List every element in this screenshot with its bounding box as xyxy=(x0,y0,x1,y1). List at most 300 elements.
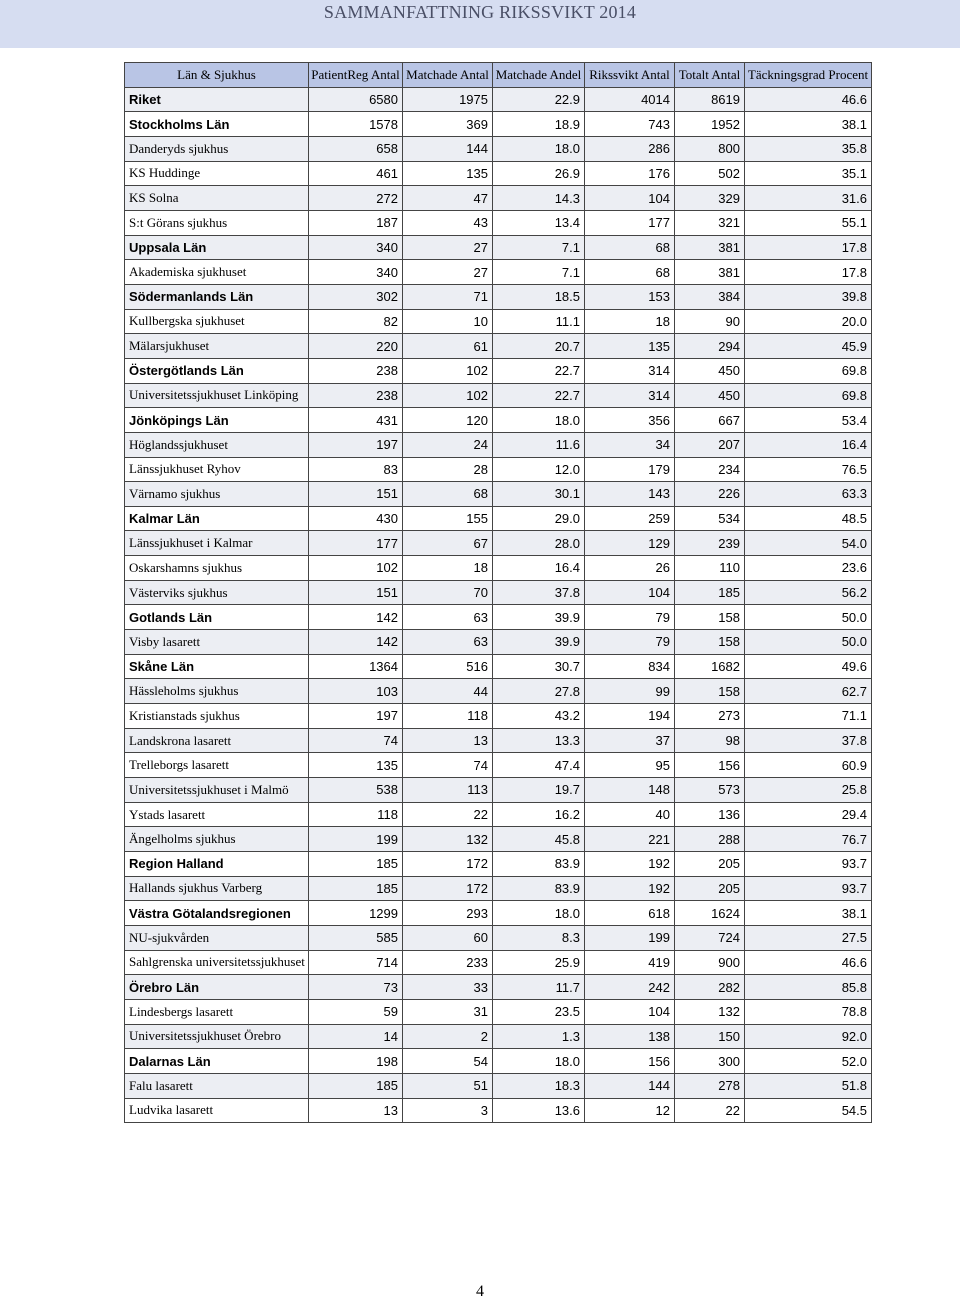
table-row xyxy=(125,778,872,803)
row-label: Universitetssjukhuset i Malmö xyxy=(125,778,309,803)
table-cell: 39.8 xyxy=(745,284,872,309)
row-label: Värnamo sjukhus xyxy=(125,482,309,507)
table-cell: 27.8 xyxy=(493,679,585,704)
table-cell: 31.6 xyxy=(745,186,872,211)
table-cell: 369 xyxy=(403,112,493,137)
table-cell: 74 xyxy=(309,728,403,753)
table-cell: 52.0 xyxy=(745,1049,872,1074)
table-cell: 314 xyxy=(585,358,675,383)
table-cell: 138 xyxy=(585,1024,675,1049)
table-cell: 205 xyxy=(675,852,745,877)
table-cell: 207 xyxy=(675,432,745,457)
table-row xyxy=(125,210,872,235)
table-row xyxy=(125,161,872,186)
table-cell: 45.9 xyxy=(745,334,872,359)
table-cell: 71 xyxy=(403,284,493,309)
row-label: Mälarsjukhuset xyxy=(125,334,309,359)
column-header: PatientReg Antal xyxy=(309,63,403,88)
column-header: Matchade Andel xyxy=(493,63,585,88)
table-cell: 176 xyxy=(585,161,675,186)
table-cell: 35.8 xyxy=(745,136,872,161)
table-row xyxy=(125,432,872,457)
table-cell: 56.2 xyxy=(745,580,872,605)
row-label: KS Huddinge xyxy=(125,161,309,186)
table-cell: 54.5 xyxy=(745,1098,872,1123)
table-row xyxy=(125,704,872,729)
table-cell: 282 xyxy=(675,975,745,1000)
table-cell: 158 xyxy=(675,679,745,704)
table-cell: 22.9 xyxy=(493,87,585,112)
table-cell: 33 xyxy=(403,975,493,1000)
table-cell: 11.6 xyxy=(493,432,585,457)
table-cell: 102 xyxy=(403,358,493,383)
table-cell: 573 xyxy=(675,778,745,803)
table-cell: 538 xyxy=(309,778,403,803)
table-cell: 39.9 xyxy=(493,630,585,655)
table-cell: 60 xyxy=(403,925,493,950)
table-cell: 103 xyxy=(309,679,403,704)
table-cell: 18 xyxy=(403,556,493,581)
table-cell: 27 xyxy=(403,260,493,285)
table-cell: 25.9 xyxy=(493,950,585,975)
table-row xyxy=(125,1098,872,1123)
table-cell: 743 xyxy=(585,112,675,137)
table-cell: 14 xyxy=(309,1024,403,1049)
table-cell: 30.1 xyxy=(493,482,585,507)
table-cell: 1952 xyxy=(675,112,745,137)
row-label: Västerviks sjukhus xyxy=(125,580,309,605)
row-label: Uppsala Län xyxy=(125,235,309,260)
table-cell: 144 xyxy=(403,136,493,161)
table-cell: 1624 xyxy=(675,901,745,926)
table-cell: 321 xyxy=(675,210,745,235)
table-cell: 35.1 xyxy=(745,161,872,186)
table-cell: 62.7 xyxy=(745,679,872,704)
table-cell: 13 xyxy=(403,728,493,753)
table-cell: 83 xyxy=(309,457,403,482)
row-label: Örebro Län xyxy=(125,975,309,1000)
table-cell: 22 xyxy=(403,802,493,827)
column-header: Län & Sjukhus xyxy=(125,63,309,88)
table-cell: 430 xyxy=(309,506,403,531)
column-header: Matchade Antal xyxy=(403,63,493,88)
table-cell: 192 xyxy=(585,876,675,901)
row-label: Hässleholms sjukhus xyxy=(125,679,309,704)
table-cell: 293 xyxy=(403,901,493,926)
table-cell: 90 xyxy=(675,309,745,334)
table-row xyxy=(125,753,872,778)
table-cell: 48.5 xyxy=(745,506,872,531)
table-cell: 63 xyxy=(403,605,493,630)
table-row xyxy=(125,925,872,950)
table-cell: 300 xyxy=(675,1049,745,1074)
table-cell: 534 xyxy=(675,506,745,531)
table-row xyxy=(125,383,872,408)
table-cell: 239 xyxy=(675,531,745,556)
table-cell: 185 xyxy=(309,876,403,901)
table-cell: 38.1 xyxy=(745,112,872,137)
row-label: Danderyds sjukhus xyxy=(125,136,309,161)
table-cell: 50.0 xyxy=(745,630,872,655)
table-cell: 238 xyxy=(309,358,403,383)
table-row xyxy=(125,679,872,704)
table-row xyxy=(125,482,872,507)
table-body xyxy=(125,87,872,1123)
table-cell: 61 xyxy=(403,334,493,359)
table-cell: 25.8 xyxy=(745,778,872,803)
row-label: Region Halland xyxy=(125,852,309,877)
table-cell: 18.9 xyxy=(493,112,585,137)
row-label: NU-sjukvården xyxy=(125,925,309,950)
table-cell: 49.6 xyxy=(745,654,872,679)
table-cell: 85.8 xyxy=(745,975,872,1000)
table-cell: 54 xyxy=(403,1049,493,1074)
table-row xyxy=(125,260,872,285)
table-cell: 23.6 xyxy=(745,556,872,581)
table-cell: 233 xyxy=(403,950,493,975)
row-label: Sahlgrenska universitetssjukhuset xyxy=(125,950,309,975)
table-cell: 18.0 xyxy=(493,408,585,433)
table-cell: 27 xyxy=(403,235,493,260)
table-cell: 47 xyxy=(403,186,493,211)
table-cell: 384 xyxy=(675,284,745,309)
table-cell: 8619 xyxy=(675,87,745,112)
table-row xyxy=(125,309,872,334)
table-cell: 11.7 xyxy=(493,975,585,1000)
table-cell: 50.0 xyxy=(745,605,872,630)
table-cell: 273 xyxy=(675,704,745,729)
table-row xyxy=(125,580,872,605)
table-cell: 13.4 xyxy=(493,210,585,235)
row-label: Riket xyxy=(125,87,309,112)
table-cell: 205 xyxy=(675,876,745,901)
table-cell: 120 xyxy=(403,408,493,433)
table-cell: 1299 xyxy=(309,901,403,926)
table-cell: 221 xyxy=(585,827,675,852)
table-cell: 37.8 xyxy=(493,580,585,605)
table-cell: 37.8 xyxy=(745,728,872,753)
table-cell: 37 xyxy=(585,728,675,753)
column-header: Rikssvikt Antal xyxy=(585,63,675,88)
table-cell: 60.9 xyxy=(745,753,872,778)
table-cell: 272 xyxy=(309,186,403,211)
table-cell: 156 xyxy=(675,753,745,778)
row-label: Ängelholms sjukhus xyxy=(125,827,309,852)
table-row xyxy=(125,358,872,383)
table-cell: 288 xyxy=(675,827,745,852)
table-cell: 98 xyxy=(675,728,745,753)
table-cell: 92.0 xyxy=(745,1024,872,1049)
table-cell: 450 xyxy=(675,383,745,408)
table-cell: 1364 xyxy=(309,654,403,679)
table-cell: 179 xyxy=(585,457,675,482)
row-label: Akademiska sjukhuset xyxy=(125,260,309,285)
row-label: Trelleborgs lasarett xyxy=(125,753,309,778)
table-cell: 55.1 xyxy=(745,210,872,235)
table-cell: 314 xyxy=(585,383,675,408)
table-cell: 185 xyxy=(309,1073,403,1098)
table-cell: 63.3 xyxy=(745,482,872,507)
table-cell: 172 xyxy=(403,852,493,877)
table-cell: 502 xyxy=(675,161,745,186)
table-cell: 132 xyxy=(675,999,745,1024)
table-cell: 19.7 xyxy=(493,778,585,803)
table-cell: 39.9 xyxy=(493,605,585,630)
table-row xyxy=(125,556,872,581)
table-row xyxy=(125,975,872,1000)
table-cell: 118 xyxy=(403,704,493,729)
row-label: Dalarnas Län xyxy=(125,1049,309,1074)
table-cell: 1682 xyxy=(675,654,745,679)
table-cell: 148 xyxy=(585,778,675,803)
table-cell: 40 xyxy=(585,802,675,827)
table-row xyxy=(125,531,872,556)
table-cell: 13.6 xyxy=(493,1098,585,1123)
table-cell: 381 xyxy=(675,235,745,260)
column-header: Totalt Antal xyxy=(675,63,745,88)
table-cell: 68 xyxy=(585,260,675,285)
table-cell: 45.8 xyxy=(493,827,585,852)
table-cell: 79 xyxy=(585,605,675,630)
table-cell: 185 xyxy=(675,580,745,605)
table-row xyxy=(125,827,872,852)
table-cell: 153 xyxy=(585,284,675,309)
row-label: Västra Götalandsregionen xyxy=(125,901,309,926)
row-label: Ystads lasarett xyxy=(125,802,309,827)
table-cell: 104 xyxy=(585,999,675,1024)
table-cell: 129 xyxy=(585,531,675,556)
table-cell: 172 xyxy=(403,876,493,901)
table-row xyxy=(125,457,872,482)
table-cell: 43.2 xyxy=(493,704,585,729)
table-cell: 1.3 xyxy=(493,1024,585,1049)
table-cell: 144 xyxy=(585,1073,675,1098)
row-label: Kalmar Län xyxy=(125,506,309,531)
table-cell: 142 xyxy=(309,605,403,630)
table-cell: 31 xyxy=(403,999,493,1024)
table-cell: 18.3 xyxy=(493,1073,585,1098)
table-cell: 18.5 xyxy=(493,284,585,309)
table-cell: 585 xyxy=(309,925,403,950)
table-row xyxy=(125,408,872,433)
table-row xyxy=(125,728,872,753)
table-cell: 18.0 xyxy=(493,1049,585,1074)
row-label: KS Solna xyxy=(125,186,309,211)
row-label: Stockholms Län xyxy=(125,112,309,137)
table-row xyxy=(125,1073,872,1098)
row-label: Skåne Län xyxy=(125,654,309,679)
row-label: Kullbergska sjukhuset xyxy=(125,309,309,334)
table-cell: 156 xyxy=(585,1049,675,1074)
table-cell: 516 xyxy=(403,654,493,679)
table-cell: 199 xyxy=(309,827,403,852)
table-cell: 20.7 xyxy=(493,334,585,359)
table-cell: 104 xyxy=(585,580,675,605)
row-label: Östergötlands Län xyxy=(125,358,309,383)
row-label: Landskrona lasarett xyxy=(125,728,309,753)
table-cell: 18 xyxy=(585,309,675,334)
page-number: 4 xyxy=(476,1283,484,1300)
row-label: Hallands sjukhus Varberg xyxy=(125,876,309,901)
table-cell: 104 xyxy=(585,186,675,211)
row-label: Ludvika lasarett xyxy=(125,1098,309,1123)
table-cell: 177 xyxy=(309,531,403,556)
table-cell: 10 xyxy=(403,309,493,334)
table-cell: 135 xyxy=(403,161,493,186)
table-cell: 226 xyxy=(675,482,745,507)
table-cell: 79 xyxy=(585,630,675,655)
row-label: Universitetssjukhuset Linköping xyxy=(125,383,309,408)
table-row xyxy=(125,876,872,901)
table-cell: 29.0 xyxy=(493,506,585,531)
table-row xyxy=(125,852,872,877)
table-row xyxy=(125,284,872,309)
table-cell: 199 xyxy=(585,925,675,950)
table-cell: 259 xyxy=(585,506,675,531)
table-row xyxy=(125,87,872,112)
table-cell: 461 xyxy=(309,161,403,186)
table-cell: 113 xyxy=(403,778,493,803)
table-cell: 302 xyxy=(309,284,403,309)
table-row xyxy=(125,136,872,161)
table-cell: 192 xyxy=(585,852,675,877)
table-cell: 724 xyxy=(675,925,745,950)
row-label: Visby lasarett xyxy=(125,630,309,655)
table-cell: 618 xyxy=(585,901,675,926)
table-cell: 44 xyxy=(403,679,493,704)
table-row xyxy=(125,1049,872,1074)
table-cell: 18.0 xyxy=(493,136,585,161)
table-cell: 16.4 xyxy=(745,432,872,457)
table-cell: 102 xyxy=(403,383,493,408)
table-cell: 99 xyxy=(585,679,675,704)
table-cell: 329 xyxy=(675,186,745,211)
table-cell: 234 xyxy=(675,457,745,482)
table-cell: 27.5 xyxy=(745,925,872,950)
table-row xyxy=(125,506,872,531)
table-cell: 4014 xyxy=(585,87,675,112)
table-row xyxy=(125,605,872,630)
table-cell: 143 xyxy=(585,482,675,507)
table-cell: 76.5 xyxy=(745,457,872,482)
table-cell: 26.9 xyxy=(493,161,585,186)
table-cell: 340 xyxy=(309,235,403,260)
table-cell: 800 xyxy=(675,136,745,161)
table-cell: 238 xyxy=(309,383,403,408)
table-cell: 12 xyxy=(585,1098,675,1123)
table-cell: 54.0 xyxy=(745,531,872,556)
row-label: S:t Görans sjukhus xyxy=(125,210,309,235)
table-cell: 13.3 xyxy=(493,728,585,753)
table-cell: 34 xyxy=(585,432,675,457)
table-cell: 136 xyxy=(675,802,745,827)
table-cell: 13 xyxy=(309,1098,403,1123)
table-row xyxy=(125,901,872,926)
table-cell: 11.1 xyxy=(493,309,585,334)
table-cell: 17.8 xyxy=(745,260,872,285)
table-cell: 185 xyxy=(309,852,403,877)
table-cell: 30.7 xyxy=(493,654,585,679)
table-row xyxy=(125,1024,872,1049)
row-label: Länssjukhuset i Kalmar xyxy=(125,531,309,556)
table-cell: 155 xyxy=(403,506,493,531)
table-cell: 2 xyxy=(403,1024,493,1049)
table-cell: 177 xyxy=(585,210,675,235)
table-cell: 93.7 xyxy=(745,876,872,901)
row-label: Södermanlands Län xyxy=(125,284,309,309)
table-cell: 197 xyxy=(309,432,403,457)
table-cell: 187 xyxy=(309,210,403,235)
table-cell: 118 xyxy=(309,802,403,827)
table-cell: 63 xyxy=(403,630,493,655)
table-cell: 46.6 xyxy=(745,950,872,975)
table-cell: 198 xyxy=(309,1049,403,1074)
table-cell: 70 xyxy=(403,580,493,605)
table-cell: 8.3 xyxy=(493,925,585,950)
table-cell: 43 xyxy=(403,210,493,235)
table-cell: 294 xyxy=(675,334,745,359)
table-row xyxy=(125,999,872,1024)
table-cell: 18.0 xyxy=(493,901,585,926)
table-cell: 16.4 xyxy=(493,556,585,581)
table-cell: 142 xyxy=(309,630,403,655)
table-row xyxy=(125,235,872,260)
table-cell: 110 xyxy=(675,556,745,581)
table-cell: 22.7 xyxy=(493,358,585,383)
table-cell: 53.4 xyxy=(745,408,872,433)
table-cell: 135 xyxy=(585,334,675,359)
table-cell: 20.0 xyxy=(745,309,872,334)
table-cell: 47.4 xyxy=(493,753,585,778)
table-row xyxy=(125,334,872,359)
row-label: Länssjukhuset Ryhov xyxy=(125,457,309,482)
table-cell: 242 xyxy=(585,975,675,1000)
table-cell: 83.9 xyxy=(493,852,585,877)
table-cell: 286 xyxy=(585,136,675,161)
table-cell: 3 xyxy=(403,1098,493,1123)
table-cell: 93.7 xyxy=(745,852,872,877)
table-cell: 46.6 xyxy=(745,87,872,112)
summary-table xyxy=(124,62,872,1123)
row-label: Lindesbergs lasarett xyxy=(125,999,309,1024)
header-band xyxy=(0,0,960,48)
table-row xyxy=(125,112,872,137)
row-label: Kristianstads sjukhus xyxy=(125,704,309,729)
table-cell: 22.7 xyxy=(493,383,585,408)
table-header-row xyxy=(125,63,872,88)
table-cell: 102 xyxy=(309,556,403,581)
table-cell: 67 xyxy=(403,531,493,556)
table-cell: 158 xyxy=(675,605,745,630)
table-cell: 69.8 xyxy=(745,358,872,383)
table-cell: 658 xyxy=(309,136,403,161)
table-cell: 16.2 xyxy=(493,802,585,827)
table-cell: 381 xyxy=(675,260,745,285)
table-cell: 714 xyxy=(309,950,403,975)
table-cell: 73 xyxy=(309,975,403,1000)
table-cell: 151 xyxy=(309,580,403,605)
table-cell: 38.1 xyxy=(745,901,872,926)
table-cell: 12.0 xyxy=(493,457,585,482)
row-label: Universitetssjukhuset Örebro xyxy=(125,1024,309,1049)
table-cell: 158 xyxy=(675,630,745,655)
table-cell: 1975 xyxy=(403,87,493,112)
table-cell: 197 xyxy=(309,704,403,729)
table-cell: 76.7 xyxy=(745,827,872,852)
table-cell: 667 xyxy=(675,408,745,433)
table-cell: 419 xyxy=(585,950,675,975)
page-title: SAMMANFATTNING RIKSSVIKT 2014 xyxy=(323,2,637,22)
